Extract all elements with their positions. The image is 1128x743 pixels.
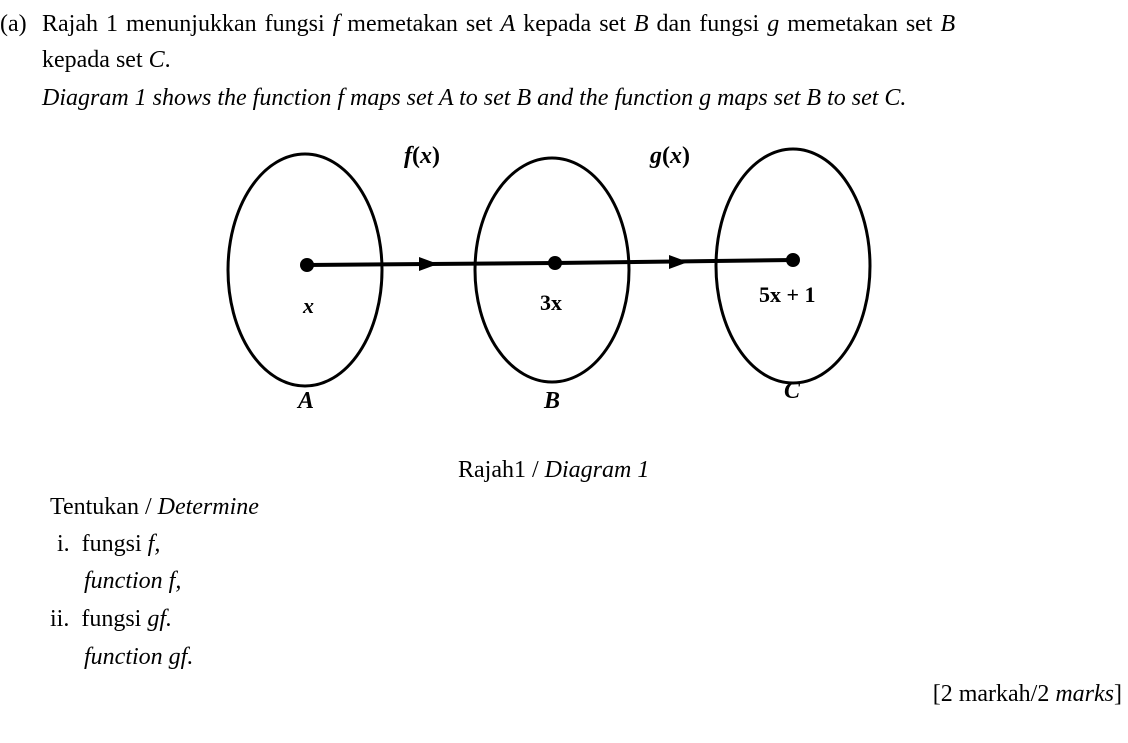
point-3x (548, 256, 562, 270)
question-label: (a) (0, 11, 27, 37)
item-i-malay (57, 530, 160, 558)
caption-english: Diagram 1 (544, 457, 650, 483)
determine-malay: Tentukan / (50, 494, 158, 520)
item-i-number: i. (57, 531, 70, 557)
malay-text-4: dan fungsi (648, 11, 768, 37)
marks-open: [2 markah/2 (932, 681, 1056, 707)
set-b-symbol: B (633, 11, 649, 37)
arrowhead-g (669, 255, 688, 269)
marks-allocation (933, 680, 1122, 708)
point-5x-plus-1 (786, 253, 800, 267)
f-of-x-label: f(x) (404, 143, 440, 169)
element-3x-label: 3x (540, 290, 562, 315)
malay-text-2: memetakan set (339, 11, 501, 37)
function-f-symbol: f (332, 11, 340, 37)
set-c-label: C (784, 378, 801, 404)
question-english-line: Diagram 1 shows the function f maps set A to set B and the function g maps set B to set C. (42, 85, 907, 111)
set-b-symbol-2: B (940, 11, 956, 37)
function-g-symbol: g (767, 11, 780, 37)
set-c-symbol: C (148, 47, 165, 73)
item-ii-english: function gf. (84, 644, 194, 670)
element-x-label: x (303, 293, 314, 318)
determine-english: Determine (157, 494, 259, 520)
malay-text-5: memetakan set (779, 11, 941, 37)
marks-italic: marks (1055, 681, 1114, 707)
caption-malay: Rajah1 / (458, 457, 545, 483)
item-ii-number: ii. (50, 606, 70, 632)
g-of-x-label: g(x) (650, 143, 690, 169)
set-a-label: A (298, 388, 315, 414)
item-i-english: function f, (84, 568, 182, 594)
determine-heading (50, 493, 259, 521)
point-x (300, 258, 314, 272)
item-ii-fn: gf. (147, 606, 173, 632)
item-i-text: fungsi (81, 531, 148, 557)
malay-text-1: Rajah 1 menunjukkan fungsi (42, 11, 333, 37)
item-ii-text: fungsi (81, 606, 148, 632)
set-b-ellipse (475, 158, 629, 382)
arrowhead-f (419, 257, 438, 271)
set-a-symbol: A (500, 11, 516, 37)
item-i-fn: f, (147, 531, 161, 557)
diagram-caption (458, 456, 649, 484)
malay-text-6: kepada set (42, 47, 149, 73)
marks-close: ] (1114, 681, 1122, 707)
item-ii-malay (50, 605, 172, 633)
malay-text-3: kepada set (515, 11, 634, 37)
malay-text-7: . (164, 47, 171, 73)
set-b-label: B (544, 388, 561, 414)
element-5x-plus-1-label: 5x + 1 (759, 282, 816, 307)
